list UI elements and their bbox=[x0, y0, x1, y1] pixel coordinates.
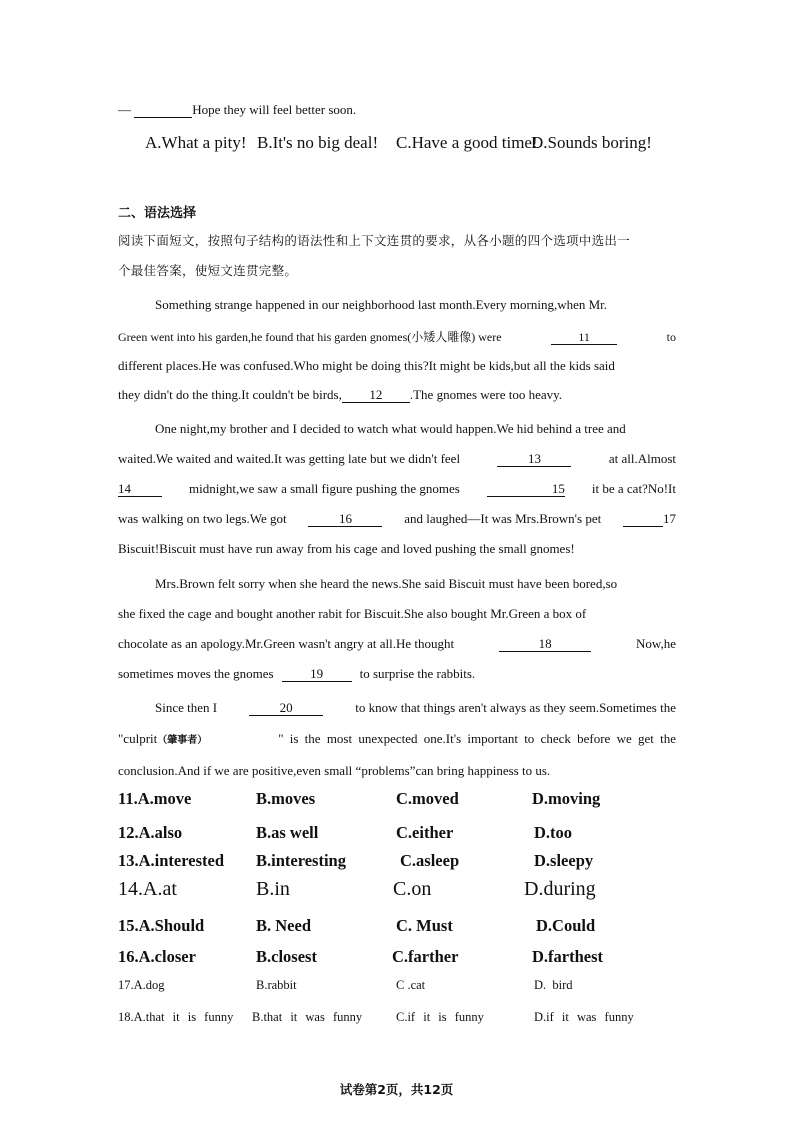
option-a: 13.A.interested bbox=[118, 851, 225, 870]
option-c: C.if it is funny bbox=[396, 1010, 484, 1024]
blank-16: 16 bbox=[308, 512, 382, 527]
option-d: D.during bbox=[524, 878, 596, 900]
option-b: B.as well bbox=[256, 823, 319, 842]
option-d: D.Could bbox=[536, 916, 596, 935]
blank-19: 19 bbox=[282, 667, 352, 682]
option-d: D.sleepy bbox=[534, 851, 594, 870]
section-instruction-line1: 阅读下面短文，按照句子结构的语法性和上下文连贯的要求，从各小题的四个选项中选出一 bbox=[118, 233, 631, 248]
option-b: B.rabbit bbox=[256, 978, 297, 992]
blank-13: 13 bbox=[497, 452, 571, 467]
passage-line: they didn't do the thing.It couldn't be birds, 12 .The gnomes were too heavy. bbox=[118, 387, 563, 402]
culprit-gloss: （肇事者） bbox=[157, 735, 208, 746]
option-c: C. Must bbox=[396, 916, 453, 935]
blank-15: 15 bbox=[487, 482, 565, 497]
section-title: 二、语法选择 bbox=[118, 206, 197, 221]
top-item-text: Hope they will feel better soon. bbox=[192, 102, 357, 117]
option-d: D.moving bbox=[532, 789, 601, 808]
passage-line: Something strange happened in our neighborhood last month.Every morning,when Mr. bbox=[155, 297, 608, 312]
dash: — bbox=[118, 102, 131, 117]
top-option-a: A.What a pity! bbox=[145, 133, 247, 152]
option-b: B. Need bbox=[256, 916, 311, 935]
option-b: B.in bbox=[256, 878, 290, 900]
blank-11: 11 bbox=[551, 331, 617, 345]
passage-line: she fixed the cage and bought another rabit for Biscuit.She also bought Mr.Green a box of bbox=[118, 606, 587, 621]
passage-line: conclusion.And if we are positive,even small “problems”can bring happiness to us. bbox=[118, 763, 551, 778]
page-footer: 试卷第2页，共12页 bbox=[339, 1082, 454, 1097]
option-d: D.if it was funny bbox=[534, 1010, 634, 1024]
top-item-line bbox=[118, 102, 356, 118]
option-c: C .cat bbox=[396, 978, 426, 992]
option-a: 17.A.dog bbox=[118, 978, 165, 992]
option-c: C.on bbox=[393, 878, 432, 900]
option-c: C.farther bbox=[392, 947, 459, 966]
option-b: B.closest bbox=[256, 947, 317, 966]
top-option-d: D.Sounds boring! bbox=[531, 133, 652, 152]
passage-line: chocolate as an apology.Mr.Green wasn't angry at all.He thought 18 Now,he bbox=[118, 636, 676, 651]
passage-line: sometimes moves the gnomes 19 to surprise the rabbits. bbox=[118, 666, 476, 681]
option-c: C.asleep bbox=[400, 851, 460, 870]
option-d: D.too bbox=[534, 823, 573, 842]
option-b: B.that it was funny bbox=[252, 1010, 363, 1024]
top-option-b: B.It's no big deal! bbox=[257, 133, 379, 152]
option-d: D.farthest bbox=[532, 947, 604, 966]
passage-line: Since then I 20 to know that things aren't always as they seem.Sometimes the bbox=[155, 700, 676, 715]
passage-line: One night,my brother and I decided to watch what would happen.We hid behind a tree and bbox=[155, 421, 626, 436]
passage-line: 14 midnight,we saw a small figure pushing the gnomes 15 it be a cat?No!It bbox=[118, 481, 676, 496]
option-c: C.either bbox=[396, 823, 454, 842]
section-instruction-line2: 个最佳答案，使短文连贯完整。 bbox=[118, 263, 298, 278]
passage-line: Mrs.Brown felt sorry when she heard the news.She said Biscuit must have been bored,so bbox=[155, 576, 618, 591]
passage-line: Biscuit!Biscuit must have run away from his cage and loved pushing the small gnomes! bbox=[118, 541, 575, 556]
blank-18: 18 bbox=[499, 637, 591, 652]
blank-20: 20 bbox=[249, 701, 323, 716]
option-a: 15.A.Should bbox=[118, 916, 205, 935]
option-a: 18.A.that it is funny bbox=[118, 1010, 234, 1024]
answer-blank bbox=[134, 103, 192, 118]
option-d: D. bird bbox=[534, 978, 573, 992]
option-b: B.interesting bbox=[256, 851, 346, 870]
option-a: 14.A.at bbox=[118, 878, 177, 900]
passage-line: different places.He was confused.Who might be doing this?It might be kids,but all the kids said bbox=[118, 358, 615, 373]
option-c: C.moved bbox=[396, 789, 459, 808]
passage-line: "culprit（肇事者） " is the most unexpected one.It's important to check before we get the bbox=[118, 731, 676, 746]
blank-14: 14 bbox=[118, 482, 162, 497]
passage-line: Green went into his garden,he found that his garden gnomes(小矮人雕像) were 11 to bbox=[118, 330, 676, 344]
blank-12: 12 bbox=[342, 388, 410, 403]
option-a: 16.A.closer bbox=[118, 947, 196, 966]
option-a: 12.A.also bbox=[118, 823, 183, 842]
passage-line: waited.We waited and waited.It was getting late but we didn't feel 13 at all.Almost bbox=[118, 451, 676, 466]
passage-line: was walking on two legs.We got 16 and laughed—It was Mrs.Brown's pet 17 bbox=[118, 511, 676, 526]
option-a: 11.A.move bbox=[118, 789, 192, 808]
blank-17: 17 bbox=[623, 511, 676, 527]
top-option-c: C.Have a good time! bbox=[396, 133, 538, 152]
option-b: B.moves bbox=[256, 789, 316, 808]
